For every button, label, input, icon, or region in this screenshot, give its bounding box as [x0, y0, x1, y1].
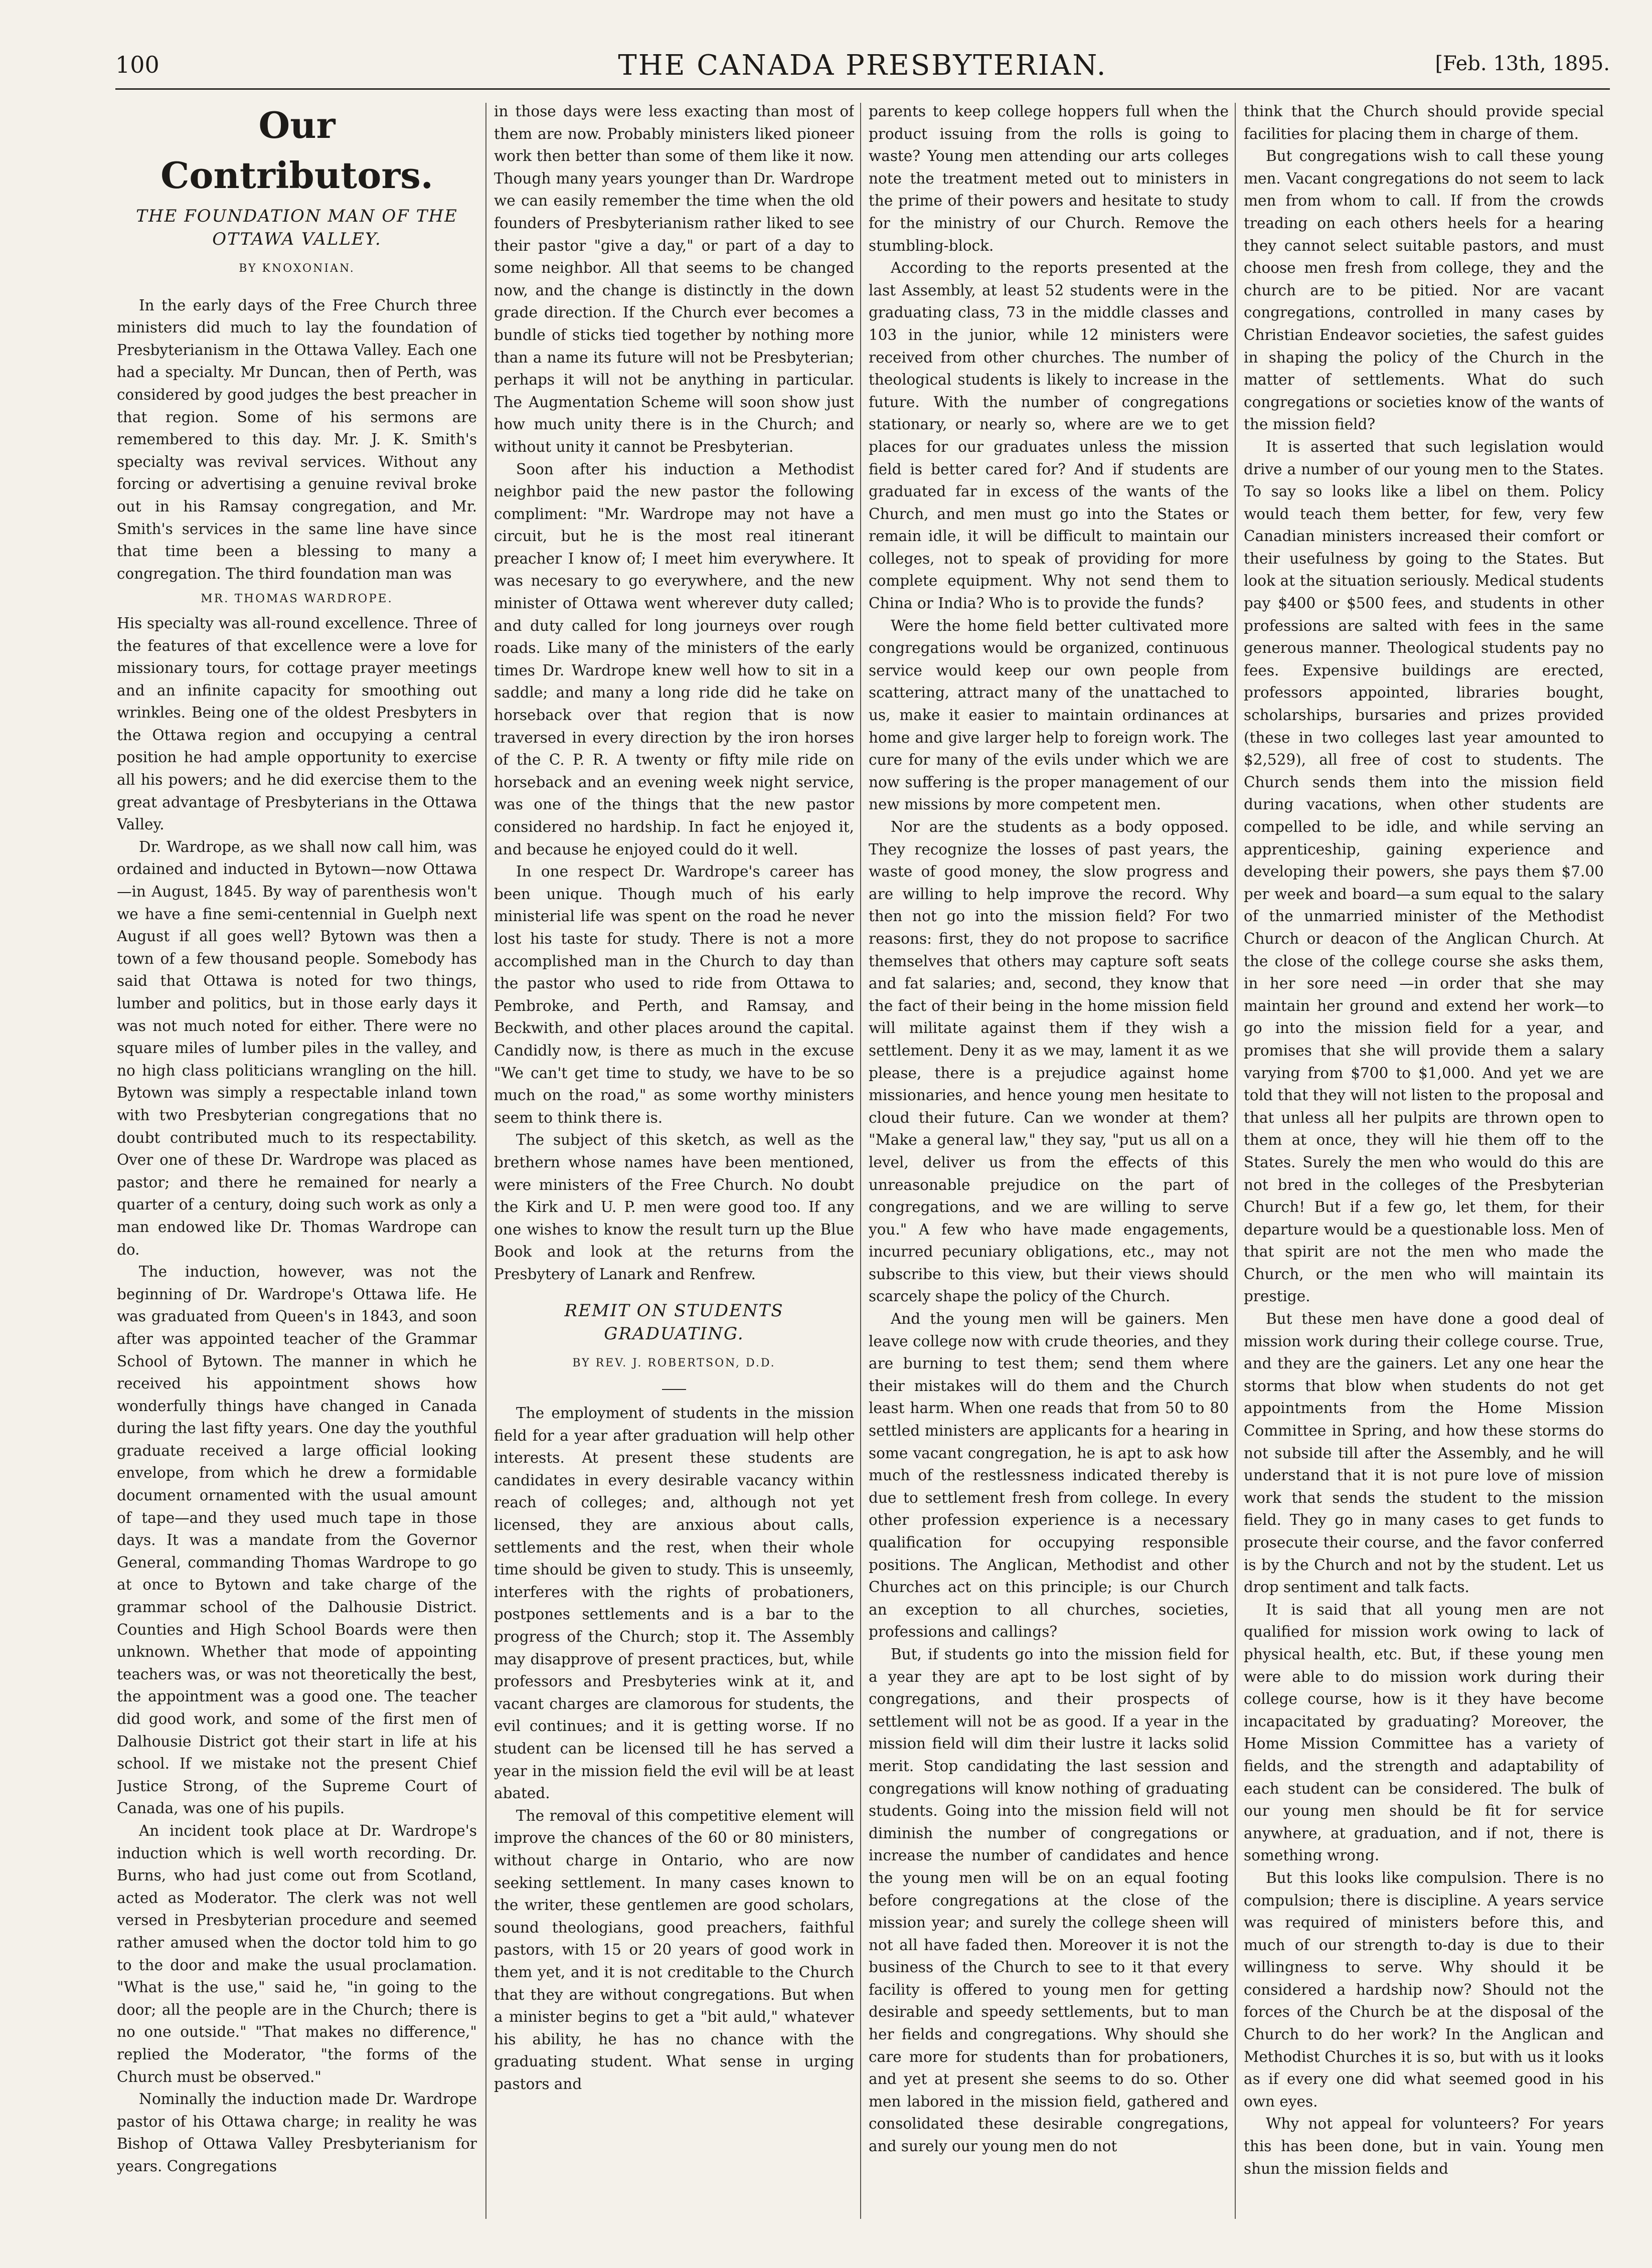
article-title: THE FOUNDATION MAN OF THE OTTAWA VALLEY.	[136, 206, 458, 249]
column-4	[1244, 100, 1604, 2236]
paragraph: The employment of students in the mission field for a year after graduation will help other interests. At present these students are candidates in every desirable vacancy within reach of colleges; and, although not yet licensed, they are anxious about calls, settlements and the rest, when their whole time should be given to study. This is unseemly, interferes with the rights of probationers, postpones settlements and is a bar to the progress of the Church; stop it. The Assembly may disapprove of present practices, but, while professors and Presbyteries wink at it, and vacant charges are clamorous for students, the evil continues; and it is getting worse. If no student can be licensed till he has served a year in the mission field the evil will be at least abated.	[494, 1405, 854, 1802]
column-divider	[860, 103, 861, 2219]
column-3	[869, 100, 1229, 2236]
column-1	[117, 100, 477, 2236]
paragraph: Nor are the students as a body opposed. They recognize the losses of past years, the waste of good money, the slow progress and are willing to help improve the record. Why then not go into the mission field? For two reasons: first, they do not propose to sacrifice themselves that others may capture soft seats and fat salaries; and, second, they know that the fact of their being in the home mission field will militate against them if they wish a settlement. Deny it as we may, lament it as we please, there is a prejudice against home missionaries, and hence young men hesitate to cloud their future. Can we wonder at them? "Make a general law," they say, "put us all on a level, deliver us from the effects of this unreasonable prejudice on the part of congregations, and we are willing to serve you." A few who have made engagements, incurred pecuniary obligations, etc., may not subscribe to this view, but their views should scarcely shape the policy of the Church.	[869, 818, 1229, 1305]
paragraph: parents to keep college hoppers full when the product issuing from the rolls is going to waste? Young men attending our arts colleges note the treatment meted out to ministers in the prime of their powers and hesitate to study for the ministry of our Church. Remove the stumbling-block.	[869, 103, 1229, 254]
paragraph: In the early days of the Free Church three ministers did much to lay the foundation of Presbyterianism in the Ottawa Valley. Each one had a specialty. Mr Duncan, then of Perth, was considered by good judges the best preacher in that region. Some of his sermons are remembered to this day. Mr. J. K. Smith's specialty was revival services. Without any forcing or advertising a genuine revival broke out in his Ramsay congregation, and Mr. Smith's services in the same line have since that time been a blessing to many a congregation. The third foundation man was	[117, 296, 477, 582]
paragraph: An incident took place at Dr. Wardrope's induction which is well worth recording. Dr. Burns, who had just come out from Scotland, acted as Moderator. The clerk was not well versed in Presbyterian procedure and seemed rather amused when the doctor told him to go to the door and make the usual proclamation. "What is the use," said he, "in going to the door; all the people are in the Church; there is no one outside." "That makes no difference," replied the Moderator, "the forms of the Church must be observed."	[117, 1822, 477, 2085]
paragraph: Soon after his induction a Methodist neighbor paid the new pastor the following compliment: "Mr. Wardrope may not have a circuit, but he is the most real itinerant preacher I know of; I meet him everywhere. It was necesary to go everywhere, and the new minister of Ottawa went wherever duty called; and duty called for long journeys over rough roads. Like many of the ministers of the early times Dr. Wardrope knew well how to sit in a saddle; and many a long ride did he take on horseback over that region that is now traversed in every direction by the iron horses of the C. P. R. A twenty or fifty mile ride on horseback and an evening week night service, was one of the things that the new pastor considered no hardship. In fact he enjoyed it, and because he enjoyed could do it well.	[494, 460, 854, 858]
paragraph: Why not appeal for volunteers? For years this has been done, but in vain. Young men shun the mission fields and	[1244, 2115, 1604, 2177]
masthead	[115, 49, 1610, 84]
paragraph: The induction, however, was not the beginning of Dr. Wardrope's Ottawa life. He was graduated from Queen's in 1843, and soon after was appointed teacher of the Grammar School of Bytown. The manner in which he received his appointment shows how wonderfully things have changed in Canada during the last fifty years. One day the youthful graduate received a large official looking envelope, from which he drew a formidable document ornamented with the usual amount of tape—and they used much tape in those days. It was a mandate from the Governor General, commanding Thomas Wardrope to go at once to Bytown and take charge of the grammar school of the Dalhousie District. Counties and High School Boards were then unknown. Whether that mode of appointing teachers was, or was not theoretically the best, the appointment was a good one. The teacher did good work, and some of the first men of Dalhousie District got their start in life at his school. If we mistake not the present Chief Justice Strong, of the Supreme Court of Canada, was one of his pupils.	[117, 1263, 477, 1817]
column-2	[494, 100, 854, 2236]
paragraph: Nominally the induction made Dr. Wardrope pastor of his Ottawa charge; in reality he was Bishop of Ottawa Valley Presbyterianism for years. Congregations	[117, 2090, 477, 2175]
article-title: REMIT ON STUDENTS GRADUATING.	[564, 1301, 784, 1344]
separator-dash	[662, 1389, 686, 1390]
section-title: Our Contributors.	[160, 104, 433, 197]
page-number: 100	[115, 51, 159, 78]
paragraph: But congregations wish to call these young men. Vacant congregations do not seem to lack men from whom to call. If from the crowds treading on each others heels for a hearing they cannot select suitable pastors, and must choose men fresh from college, they and the church are to be pitied. Nor are vacant congregations, controlled in many cases by Christian Endeavor societies, the safest guides in shaping the policy of the Church in the matter of settlements. What do such congregations or societies know of the wants of the mission field?	[1244, 147, 1604, 433]
paragraph: It is said that all young men are not qualified for mission work owing to lack of physical health, etc. But, if these young men were able to do mission work during their college course, how is it they have become incapacitated by graduating? Moreover, the Home Mission Committee has a variety of fields, and the strength and adaptability of each student can be considered. The bulk of our young men should be fit for service anywhere, at graduation, and if not, there is something wrong.	[1244, 1601, 1604, 1864]
article-subhead: MR. THOMAS WARDROPE.	[201, 592, 393, 606]
paragraph: The removal of this competitive element will improve the chances of the 60 or 80 ministers, without charge in Ontario, who are now seeking settlement. In many cases known to the writer, these gentlemen are good scholars, sound theologians, good preachers, faithful pastors, with 15 or 20 years of good work in them yet, and it is not creditable to the Church that they are without congregations. But when a minister begins to get a "bit auld," whatever his ability, he has no chance with the graduating student. What sense in urging pastors and	[494, 1807, 854, 2092]
paragraph: It is asserted that such legislation would drive a number of our young men to the States. To say so looks like a libel on them. Policy would teach them better, for few, very few Canadian ministers increased their comfort or their usefulness by going to the States. But look at the situation seriously. Medical students pay $400 or $500 fees, and students in other professions are salted with fees in the same generous manner. Theological students pay no fees. Expensive buildings are erected, professors appointed, libraries bought, scholarships, bursaries and prizes provided (these in two colleges last year amounted to $2,529), all free of cost to students. The Church sends them into the mission field during vacations, when other students are compelled to be idle, and while serving an apprenticeship, gaining experience and developing their powers, she pays them $7.00 per week and board—a sum equal to the salary of the unmarried minister of the Methodist Church or deacon of the Anglican Church. At the close of the college course she asks them, in her sore need —in order that she may maintain her ground and extend her work—to go into the mission field for a year, and promises that she will provide them a salary varying from $700 to $1,000. And yet we are told that they will not listen to the proposal and that unless all her pulpits are thrown open to them at once, they will hie them off to the States. Surely the men who would do this are not bred in the colleges of the Presbyterian Church! But if a few go, let them, for their departure would be a questionable loss. Men of that spirit are not the men who made the Church, or the men who will maintain its prestige.	[1244, 438, 1604, 1305]
article-byline: BY KNOXONIAN.	[239, 262, 355, 275]
paragraph: in those days were less exacting than most of them are now. Probably ministers liked pioneer work then better than some of them like it now. Though many years younger than Dr. Wardrope we can easily remember the time when the old founders of Presbyterianism rather liked to see their pastor "give a day," or part of a day to some neighbor. All that seems to be changed now, and the change is distinctly in the down grade direction. If the Church ever becomes a bundle of sticks tied together by nothing more than a name its future will not be Presbyterian; perhaps it will not be anything in particular. The Augmentation Scheme will soon show just how much unity there is in the Church; and without unity it cannot be Presbyterian.	[494, 103, 854, 455]
column-divider	[1235, 103, 1236, 2219]
paragraph: Were the home field better cultivated more congregations would be organized, continuous service would keep our own people from scattering, attract many of the unattached to us, make it easier to maintain ordinances at home and give larger help to foreign work. The cure for many of the evils under which we are now suffering is the proper management of our new missions by more competent men.	[869, 617, 1229, 813]
paragraph: His specialty was all-round excellence. Three of the features of that excellence were a love for missionary tours, for cottage prayer meetings and an infinite capacity for smoothing out wrinkles. Being one of the oldest Presbyters in the Ottawa region and occupying a central position he had ample opportunity to exercise all his powers; and he did exercise them to the great advantage of Presbyterians in the Ottawa Valley.	[117, 614, 477, 833]
newspaper-title: THE CANADA PRESBYTERIAN.	[618, 49, 1107, 82]
paragraph: In one respect Dr. Wardrope's career has been unique. Though much of his early ministerial life was spent on the road he never lost his taste for study. There is not a more accomplished man in the Church to day than the pastor who used to ride from Ottawa to Pembroke, and Perth, and Ramsay, and Beckwith, and other places around the capital. Candidly now, is there as much in the excuse "We can't get time to study, we have to be so much on the road," as some worthy ministers seem to think there is.	[494, 863, 854, 1126]
paragraph: And the young men will be gainers. Men leave college now with crude theories, and they are burning to test them; send them where their mistakes will do them and the Church least harm. When one reads that from 50 to 80 settled ministers are applicants for a hearing in some vacant congregation, he is apt to ask how much of the restlessness indicated thereby is due to settlement fresh from college. In every other profession experience is a necessary qualification for occupying responsible positions. The Anglican, Methodist and other Churches act on this principle; is our Church an exception to all churches, societies, professions and callings?	[869, 1310, 1229, 1641]
paragraph: But, if students go into the mission field for a year they are apt to be lost sight of by congregations, and their prospects of settlement will not be as good. If a year in the mission field will dim their lustre it lacks solid merit. Stop candidating the last session and congregations will know nothing of graduating students. Going into the mission field will not diminish the number of congregations or increase the number of candidates and hence the young men will be on an equal footing before congregations at the close of the mission year; and surely the college sheen will not all have faded then. Moreover it is not the business of the Church to see to it that every facility is offered to young men for getting desirable and speedy settlements, but to man her fields and congregations. Why should she care more for students than for probationers, and yet at present she seems to do so. Other men labored in the mission field, gathered and consolidated these desirable congregations, and surely our young men do not	[869, 1645, 1229, 2155]
paragraph: According to the reports presented at the last Assembly, at least 52 students were in the graduating class, 73 in the middle classes and 103 in the junior, while 12 ministers were received from other churches. The number of theological students is likely to increase in the future. With the number of congregations stationary, or nearly so, where are we to get places for our graduates unless the mission field is better cared for? And if students are graduated far in excess of the wants of the Church, and men must go into the States or remain idle, it will be difficult to maintain our colleges, not to speak of providing for more complete equipment. Why not send them to China or India? Who is to provide the funds?	[869, 259, 1229, 612]
column-divider	[485, 103, 486, 2219]
paragraph: But these men have done a good deal of mission work during their college course. True, and they are the gainers. Let any one hear the storms that blow when students do not get appointments from the Home Mission Committee in Spring, and how these storms do not subside till after the Assembly, and he will understand that it is not pure love of mission work that sends the student to the mission field. They go in many cases to get funds to prosecute their course, and the favor conferred is by the Church and not by the student. Let us drop sentiment and talk facts.	[1244, 1310, 1604, 1596]
paragraph: But this looks like compulsion. There is no compulsion; there is discipline. A years service was required of ministers before this, and much of our strength to-day is due to their willingness to serve. Why should it be considered a hardship now? Should not the forces of the Church be at the disposal of the Church to do her work? In the Anglican and Methodist Churches it is so, but with us it looks as if every one did what seemed good in his own eyes.	[1244, 1869, 1604, 2110]
paragraph: think that the Church should provide special facilities for placing them in charge of them.	[1244, 103, 1604, 142]
paragraph: Dr. Wardrope, as we shall now call him, was ordained and inducted in Bytown—now Ottawa—in August, 1845. By way of parenthesis won't we have a fine semi-centennial in Guelph next August if all goes well? Bytown was then a town of a few thousand people. Somebody has said that Ottawa is noted for two things, lumber and politics, but in those early days it was not much noted for either. There were no square miles of lumber piles in the valley, and no high class politicians wrangling on the hill. Bytown was simply a respectable inland town with two Presbyterian congregations that no doubt contributed much to its respectability. Over one of these Dr. Wardrope was placed as pastor; and there he remained for nearly a quarter of a century, doing such work as only a man endowed like Dr. Thomas Wardrope can do.	[117, 838, 477, 1258]
paragraph: The subject of this sketch, as well as the brethern whose names have been mentioned, were ministers of the Free Church. No doubt the Kirk and U. P. men were good too. If any one wishes to know the result turn up the Blue Book and look at the returns from the Presbytery of Lanark and Renfrew.	[494, 1131, 854, 1283]
article-byline: BY REV. J. ROBERTSON, D.D.	[572, 1357, 776, 1370]
masthead-rule	[115, 88, 1610, 90]
issue-date: [Feb. 13th, 1895.	[1435, 52, 1610, 75]
